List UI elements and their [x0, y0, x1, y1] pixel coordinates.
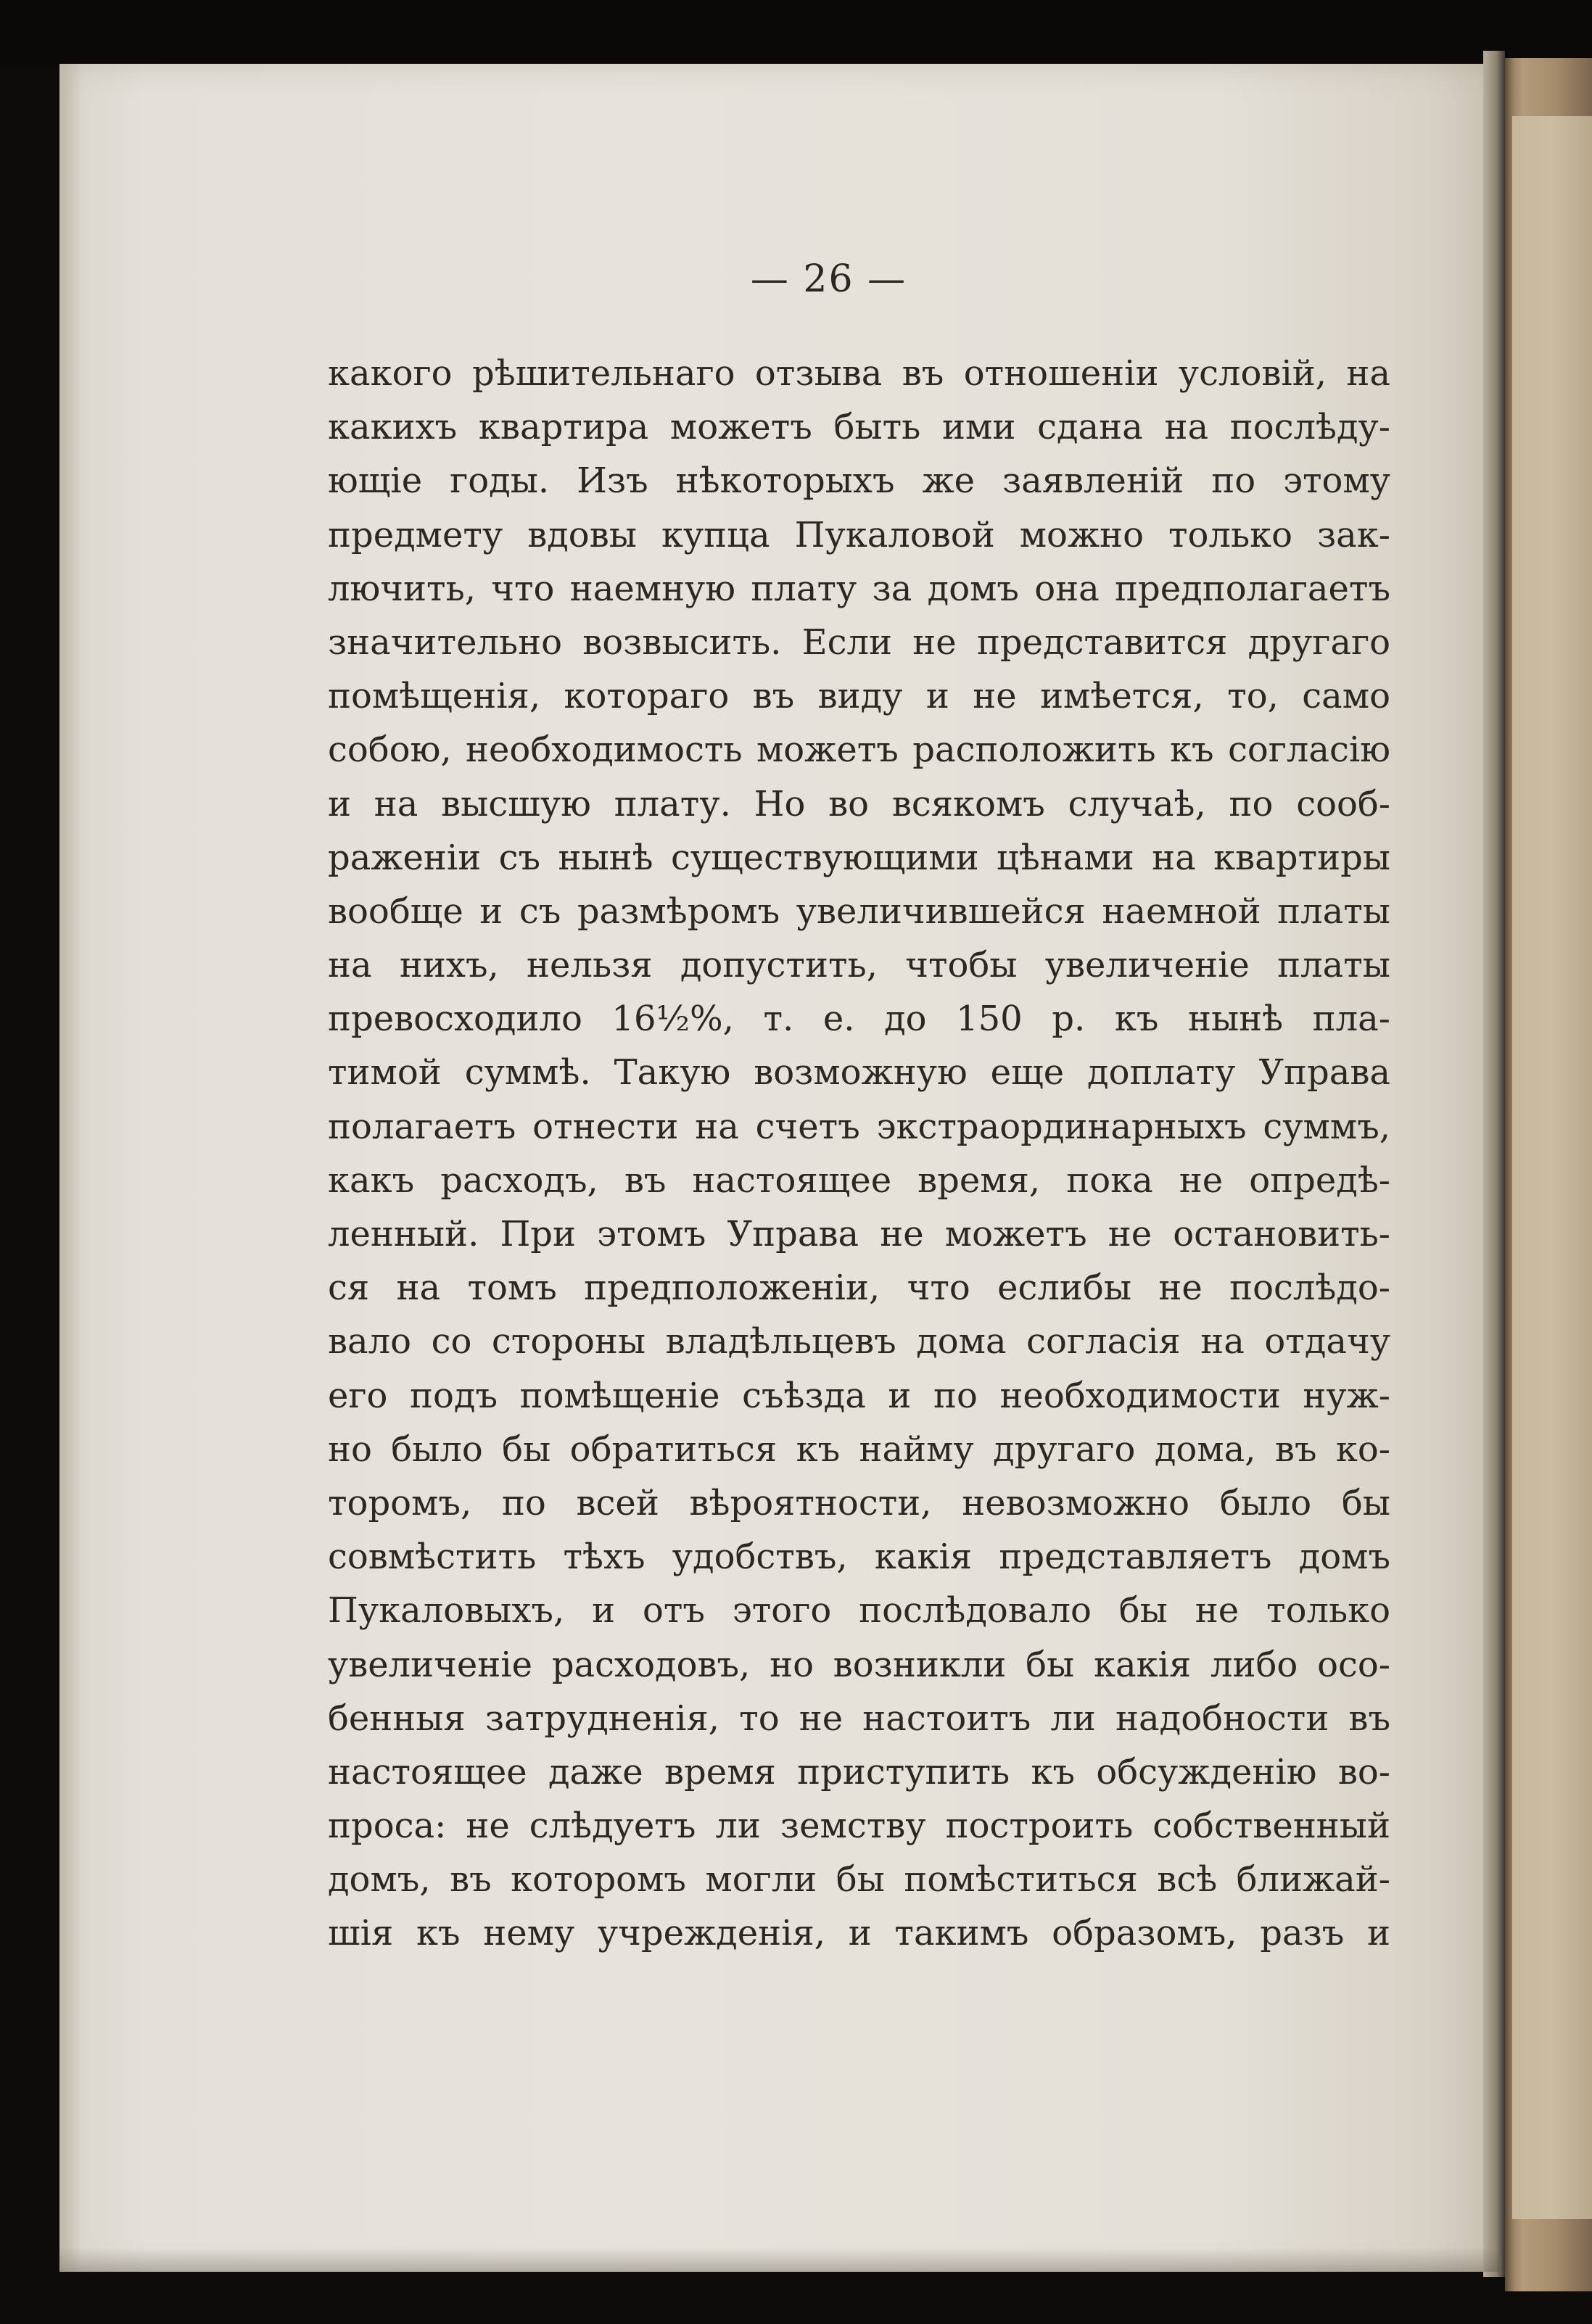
text-line: настоящее даже время приступить къ обсужденію во-: [328, 1751, 1390, 1792]
text-line: превосходило 16½%, т. е. до 150 р. къ нынѣ пла-: [328, 998, 1390, 1040]
scan-background-top: [0, 0, 1592, 69]
page-number: — 26 —: [750, 257, 907, 301]
text-line: Пукаловыхъ, и отъ этого послѣдовало бы не только: [328, 1590, 1390, 1632]
text-line: раженіи съ нынѣ существующими цѣнами на квартиры: [328, 837, 1390, 878]
text-line: ющіе годы. Изъ нѣкоторыхъ же заявленій по этому: [328, 460, 1390, 502]
text-line: совмѣстить тѣхъ удобствъ, какія представляетъ домъ: [328, 1537, 1390, 1578]
text-line: собою, необходимость можетъ расположить къ согласію: [328, 729, 1390, 771]
body-text: [328, 347, 1390, 1961]
text-line: полагаетъ отнести на счетъ экстраординарныхъ суммъ,: [328, 1106, 1390, 1147]
page-left-edge-shadow: [59, 64, 81, 2272]
text-line: ся на томъ предположеніи, что еслибы не послѣдо-: [328, 1268, 1390, 1309]
text-line: ленный. При этомъ Управа не можетъ не остановить-: [328, 1214, 1390, 1254]
text-line: какихъ квартира можетъ быть ими сдана на послѣду-: [328, 407, 1390, 448]
text-line: шія къ нему учрежденія, и такимъ образомъ, разъ и: [328, 1913, 1390, 1954]
text-line: и на высшую плату. Но во всякомъ случаѣ, по сооб-: [328, 783, 1390, 824]
text-line: торомъ, по всей вѣроятности, невозможно было бы: [328, 1482, 1390, 1523]
text-line: но было бы обратиться къ найму другаго дома, въ ко-: [328, 1428, 1390, 1470]
text-line: домъ, въ которомъ могли бы помѣститься всѣ ближай-: [328, 1859, 1390, 1901]
text-line: значительно возвысить. Если не представится другаго: [328, 621, 1390, 663]
text-line: проса: не слѣдуетъ ли земству построить собственный: [328, 1806, 1390, 1847]
text-line: тимой суммѣ. Такую возможную еще доплату Управа: [328, 1052, 1390, 1093]
book-spine: [1483, 51, 1505, 2277]
text-line: вообще и съ размѣромъ увеличившейся наемной платы: [328, 890, 1390, 932]
text-line: какого рѣшительнаго отзыва въ отношеніи условій, на: [328, 353, 1390, 394]
text-line: какъ расходъ, въ настоящее время, пока не опредѣ-: [328, 1159, 1390, 1201]
text-line: его подъ помѣщеніе съѣзда и по необходимости нуж-: [328, 1375, 1390, 1416]
text-line: лючить, что наемную плату за домъ она предполагаетъ: [328, 568, 1390, 609]
text-line: бенныя затрудненія, то не настоитъ ли надобности въ: [328, 1697, 1390, 1739]
text-line: вало со стороны владѣльцевъ дома согласія на отдачу: [328, 1321, 1390, 1362]
text-line: увеличеніе расходовъ, но возникли бы какія либо осо-: [328, 1644, 1390, 1685]
next-page-surface: [1512, 116, 1592, 2219]
text-line: на нихъ, нельзя допустить, чтобы увеличеніе платы: [328, 945, 1390, 986]
text-line: предмету вдовы купца Пукаловой можно только зак-: [328, 514, 1390, 555]
text-line: помѣщенія, котораго въ виду и не имѣется, то, само: [328, 676, 1390, 717]
page-bottom-shadow: [59, 2248, 1499, 2272]
